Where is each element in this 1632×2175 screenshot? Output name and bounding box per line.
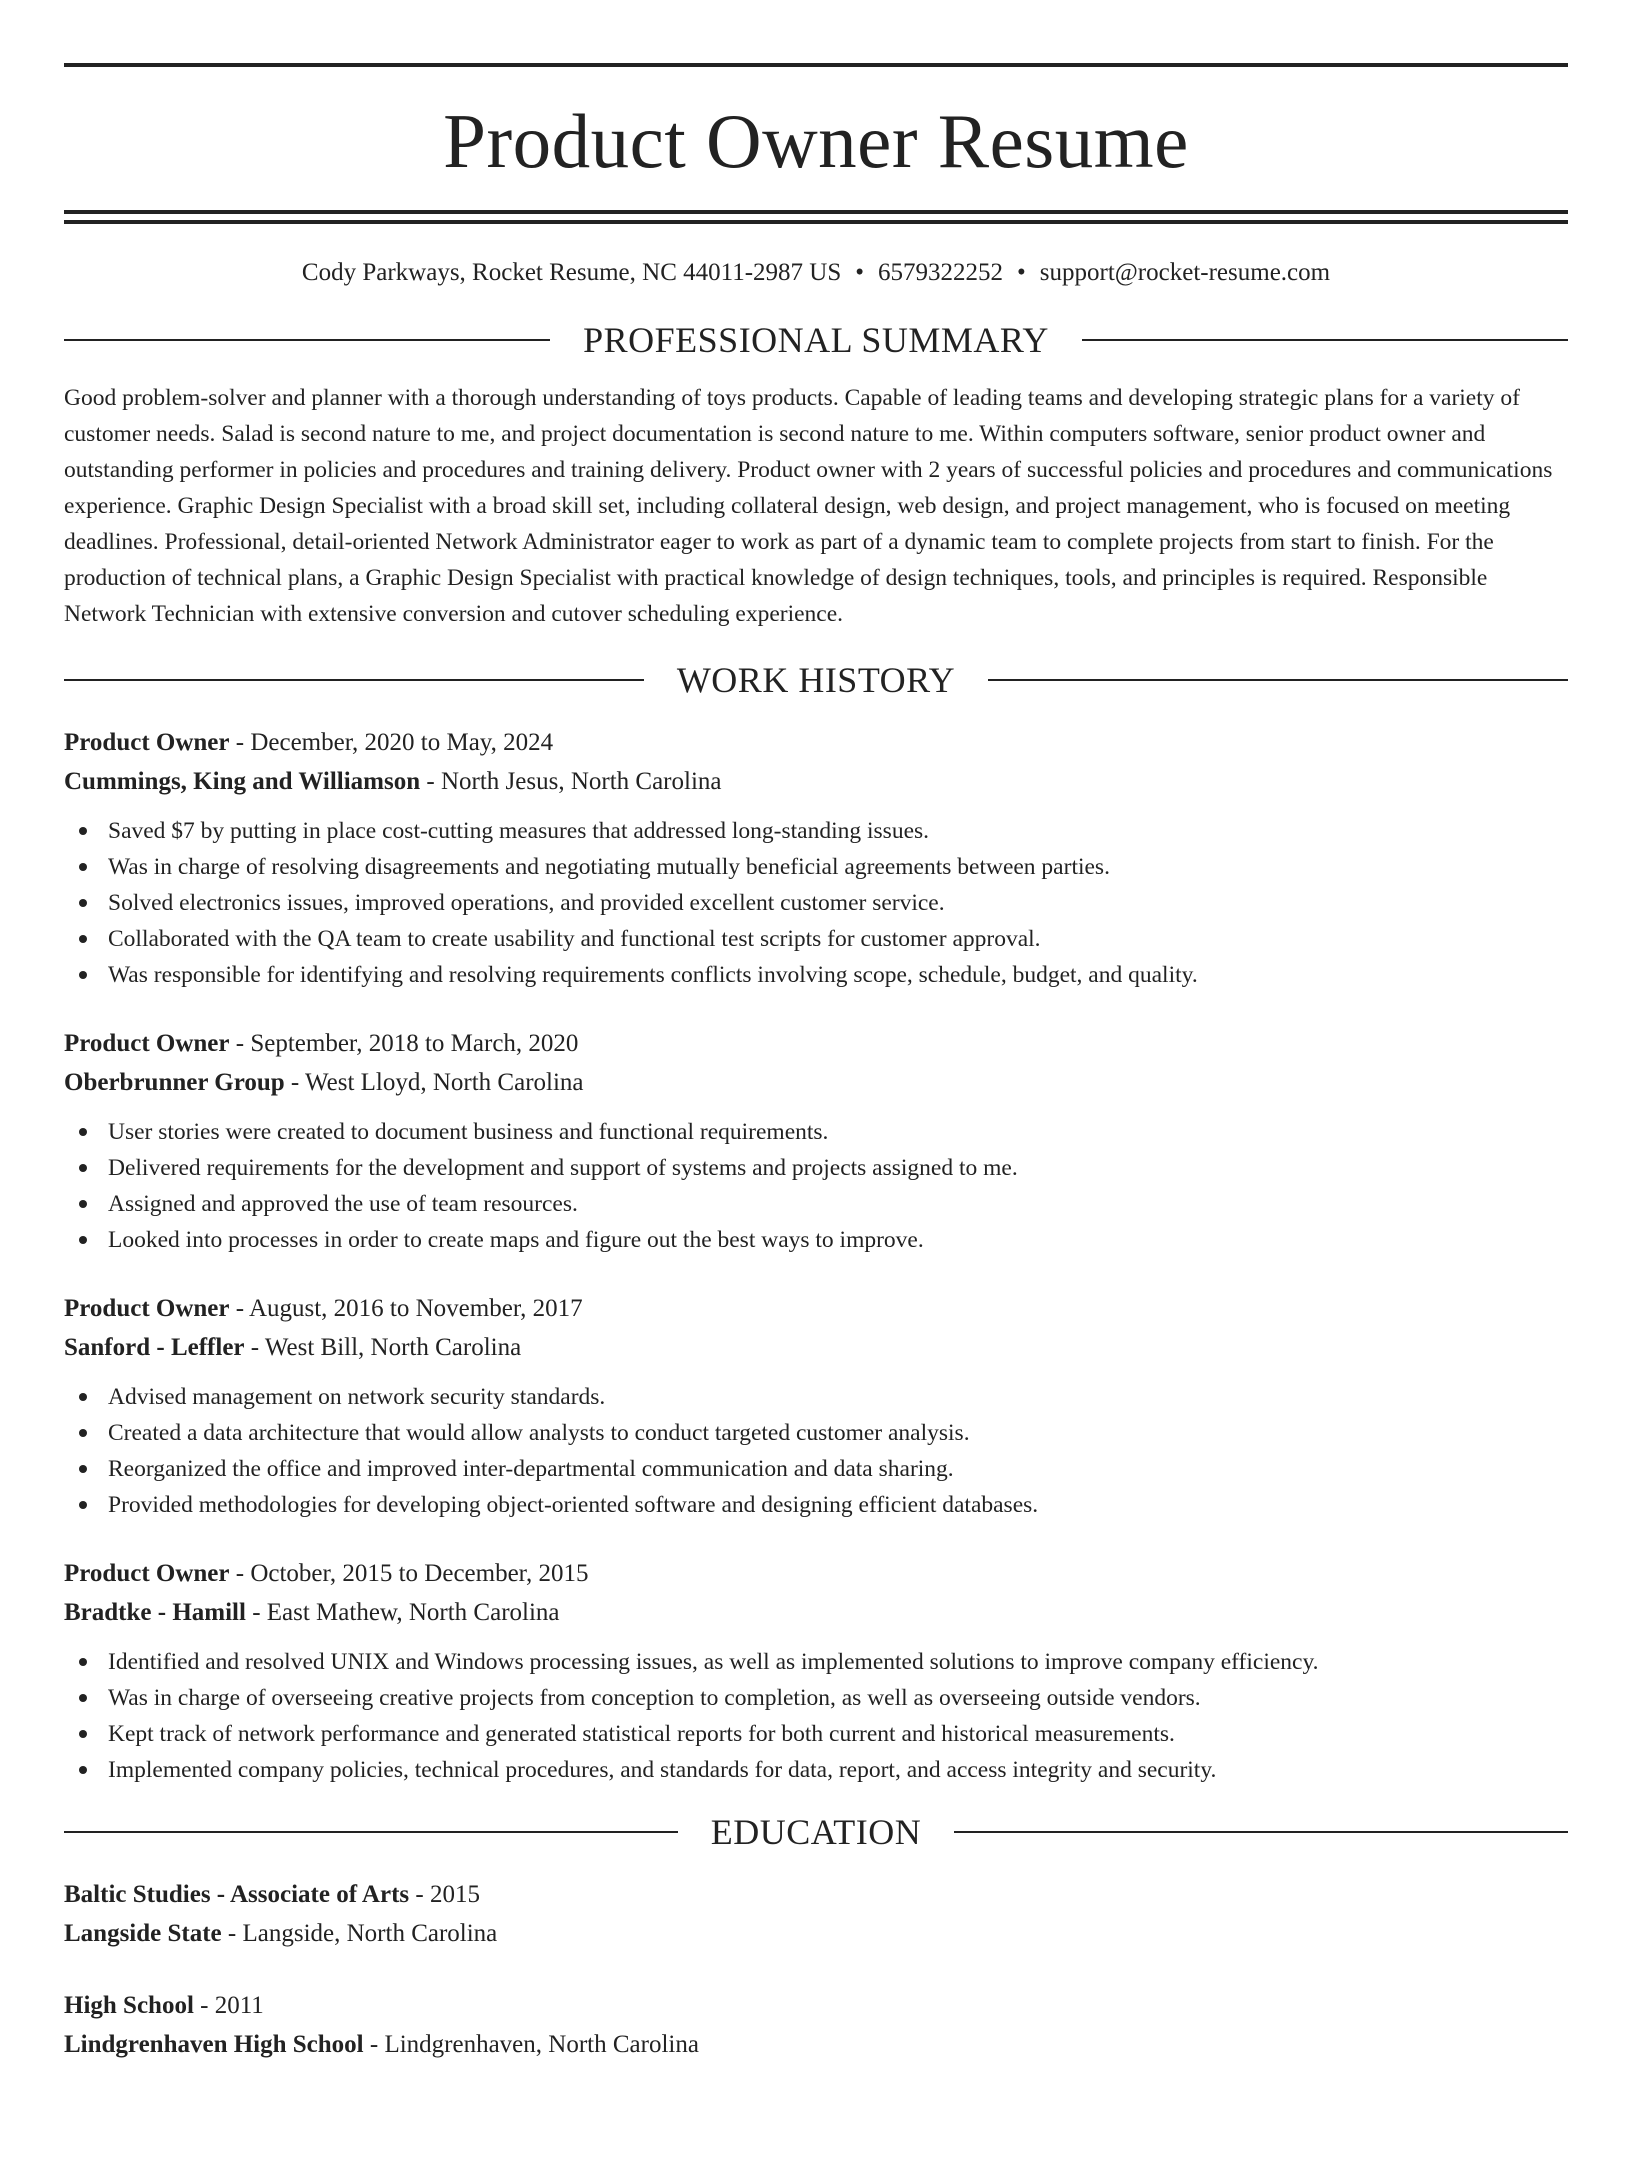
- job-bullets: [64, 1379, 1568, 1523]
- bullet-text: Identified and resolved UNIX and Windows processing issues, as well as implemented solutions to improve company efficiency.: [108, 1649, 1319, 1675]
- job-dates: - October, 2015 to December, 2015: [229, 1560, 589, 1587]
- bullet-icon: [79, 1501, 87, 1509]
- job-dates: - December, 2020 to May, 2024: [229, 729, 554, 756]
- job-bullets: [64, 813, 1568, 993]
- summary-text: Good problem-solver and planner with a thorough understanding of toys products. Capable of leading teams and developing strategic plans for a variety of customer needs. Salad is second nature to me, and project documentation is second nature to me. Within computers software, senior product owner and outstanding performer in policies and procedures and training delivery. Product owner with 2 years of successful policies and procedures and communications experience. Graphic Design Specialist with a broad skill set, including collateral design, web design, and project management, who is focused on meeting deadlines. Professional, detail-oriented Network Administrator eager to work as part of a dynamic team to complete projects from start to finish. For the production of technical plans, a Graphic Design Specialist with practical knowledge of design techniques, tools, and principles is required. Responsible Network Technician with extensive conversion and cutover scheduling experience.: [64, 385, 1553, 627]
- job-role: Product Owner: [64, 729, 230, 756]
- top-rule: [64, 63, 1568, 67]
- bullet-icon: [79, 1694, 87, 1702]
- job-company: Sanford - Leffler: [64, 1333, 245, 1361]
- bullet-item: [64, 1680, 1568, 1716]
- bullet-item: [64, 1114, 1568, 1150]
- bullet-icon: [79, 935, 87, 943]
- bullet-item: [64, 957, 1568, 993]
- bullet-icon: [79, 1200, 87, 1208]
- bullet-text: Looked into processes in order to create maps and figure out the best ways to improve.: [108, 1227, 924, 1253]
- page-title: Product Owner Resume: [443, 98, 1189, 184]
- bullet-text: Was responsible for identifying and resolving requirements conflicts involving scope, schedule, budget, and quality.: [108, 962, 1198, 988]
- bullet-text: Solved electronics issues, improved operations, and provided excellent customer service.: [108, 890, 945, 916]
- job-location: - North Jesus, North Carolina: [420, 767, 722, 795]
- summary-heading: PROFESSIONAL SUMMARY: [583, 320, 1049, 360]
- bullet-text: Delivered requirements for the development and support of systems and projects assigned to me.: [108, 1155, 1018, 1181]
- job-role: Product Owner: [64, 1295, 230, 1322]
- education-year: - 2015: [409, 1881, 480, 1908]
- bullet-item: [64, 1644, 1568, 1680]
- job-title-line: [64, 1555, 1568, 1594]
- bullet-icon: [79, 971, 87, 979]
- job-location: - West Lloyd, North Carolina: [284, 1068, 584, 1096]
- job-title-line: [64, 1290, 1568, 1329]
- job-role: Product Owner: [64, 1560, 230, 1587]
- bullet-icon: [79, 1164, 87, 1172]
- contact-line: [64, 258, 1568, 288]
- job-company-line: [64, 1329, 1568, 1368]
- bullet-item: [64, 1150, 1568, 1186]
- bullet-text: Was in charge of resolving disagreements and negotiating mutually beneficial agreements between parties.: [108, 854, 1110, 880]
- work-section-header: [64, 662, 1568, 698]
- job-company: Oberbrunner Group: [64, 1068, 285, 1096]
- education-degree: High School: [64, 1992, 194, 2019]
- section-rule-left: [64, 1831, 678, 1833]
- education-school: Langside State: [64, 1919, 222, 1947]
- job-entry: [64, 724, 1568, 993]
- education-location: - Lindgrenhaven, North Carolina: [363, 2030, 699, 2058]
- contact-email: support@rocket-resume.com: [1039, 259, 1331, 286]
- bullet-text: Collaborated with the QA team to create usability and functional test scripts for customer approval.: [108, 926, 1041, 952]
- education-list: [64, 1876, 1568, 2064]
- bullet-item: [64, 1752, 1568, 1788]
- bullet-item: [64, 849, 1568, 885]
- job-company-line: [64, 1064, 1568, 1103]
- bullet-text: User stories were created to document business and functional requirements.: [108, 1119, 829, 1145]
- bullet-item: [64, 1415, 1568, 1451]
- education-school-line: [64, 1915, 1568, 1954]
- job-company: Cummings, King and Williamson: [64, 767, 421, 795]
- contact-address: Cody Parkways, Rocket Resume, NC 44011-2987 US: [301, 259, 842, 286]
- bullet-text: Provided methodologies for developing object-oriented software and designing efficient databases.: [108, 1492, 1039, 1518]
- education-degree-line: [64, 1876, 1568, 1915]
- bullet-icon: [79, 899, 87, 907]
- education-year: - 2011: [193, 1992, 264, 2019]
- job-title-line: [64, 724, 1568, 763]
- bullet-item: [64, 813, 1568, 849]
- education-degree: Baltic Studies - Associate of Arts: [64, 1881, 410, 1908]
- bullet-icon: [79, 1766, 87, 1774]
- job-entry: [64, 1555, 1568, 1788]
- education-entry: [64, 1876, 1568, 1953]
- education-degree-line: [64, 1987, 1568, 2026]
- job-company-line: [64, 1594, 1568, 1633]
- resume-page: [0, 63, 1632, 2175]
- double-rule: [64, 210, 1568, 224]
- bullet-icon: [79, 1658, 87, 1666]
- bullet-icon: [79, 1393, 87, 1401]
- bullet-item: [64, 1186, 1568, 1222]
- bullet-icon: [79, 827, 87, 835]
- job-dates: - August, 2016 to November, 2017: [229, 1295, 583, 1322]
- bullet-text: Kept track of network performance and generated statistical reports for both current and historical measurements.: [108, 1721, 1175, 1747]
- section-rule-right: [954, 1831, 1568, 1833]
- bullet-item: [64, 1487, 1568, 1523]
- bullet-icon: [79, 1236, 87, 1244]
- work-history-list: [64, 724, 1568, 1788]
- bullet-item: [64, 885, 1568, 921]
- bullet-text: Saved $7 by putting in place cost-cutting measures that addressed long-standing issues.: [108, 818, 930, 844]
- section-rule-right: [988, 679, 1568, 681]
- bullet-item: [64, 921, 1568, 957]
- education-heading: EDUCATION: [710, 1812, 922, 1852]
- job-bullets: [64, 1114, 1568, 1258]
- job-company: Bradtke - Hamill: [64, 1598, 246, 1626]
- bullet-text: Assigned and approved the use of team resources.: [108, 1191, 578, 1217]
- contact-phone: 6579322252: [878, 259, 1004, 286]
- job-company-line: [64, 763, 1568, 802]
- education-school-line: [64, 2026, 1568, 2065]
- bullet-icon: [79, 1465, 87, 1473]
- job-role: Product Owner: [64, 1030, 230, 1057]
- bullet-item: [64, 1716, 1568, 1752]
- job-bullets: [64, 1644, 1568, 1788]
- section-rule-left: [64, 339, 550, 341]
- education-entry: [64, 1987, 1568, 2064]
- contact-separator: •: [1017, 259, 1026, 286]
- job-entry: [64, 1290, 1568, 1523]
- section-rule-left: [64, 679, 644, 681]
- work-heading: WORK HISTORY: [676, 660, 956, 700]
- bullet-icon: [79, 1429, 87, 1437]
- bullet-item: [64, 1379, 1568, 1415]
- job-entry: [64, 1025, 1568, 1258]
- bullet-icon: [79, 1730, 87, 1738]
- contact-separator: •: [855, 259, 865, 286]
- bullet-icon: [79, 863, 87, 871]
- bullet-text: Implemented company policies, technical procedures, and standards for data, report, and access integrity and security.: [108, 1757, 1217, 1783]
- education-section-header: [64, 1814, 1568, 1850]
- bullet-text: Advised management on network security standards.: [108, 1384, 606, 1410]
- bullet-text: Was in charge of overseeing creative projects from conception to completion, as well as overseeing outside vendors.: [108, 1685, 1201, 1711]
- job-title-line: [64, 1025, 1568, 1064]
- section-rule-right: [1082, 339, 1568, 341]
- bullet-item: [64, 1222, 1568, 1258]
- bullet-item: [64, 1451, 1568, 1487]
- education-location: - Langside, North Carolina: [221, 1919, 498, 1947]
- job-location: - East Mathew, North Carolina: [245, 1598, 560, 1626]
- bullet-text: Reorganized the office and improved inter-departmental communication and data sharing.: [108, 1456, 954, 1482]
- education-school: Lindgrenhaven High School: [64, 2030, 364, 2058]
- job-dates: - September, 2018 to March, 2020: [229, 1030, 579, 1057]
- summary-section-header: [64, 322, 1568, 358]
- job-location: - West Bill, North Carolina: [244, 1333, 522, 1361]
- bullet-text: Created a data architecture that would allow analysts to conduct targeted customer analysis.: [108, 1420, 970, 1446]
- bullet-icon: [79, 1128, 87, 1136]
